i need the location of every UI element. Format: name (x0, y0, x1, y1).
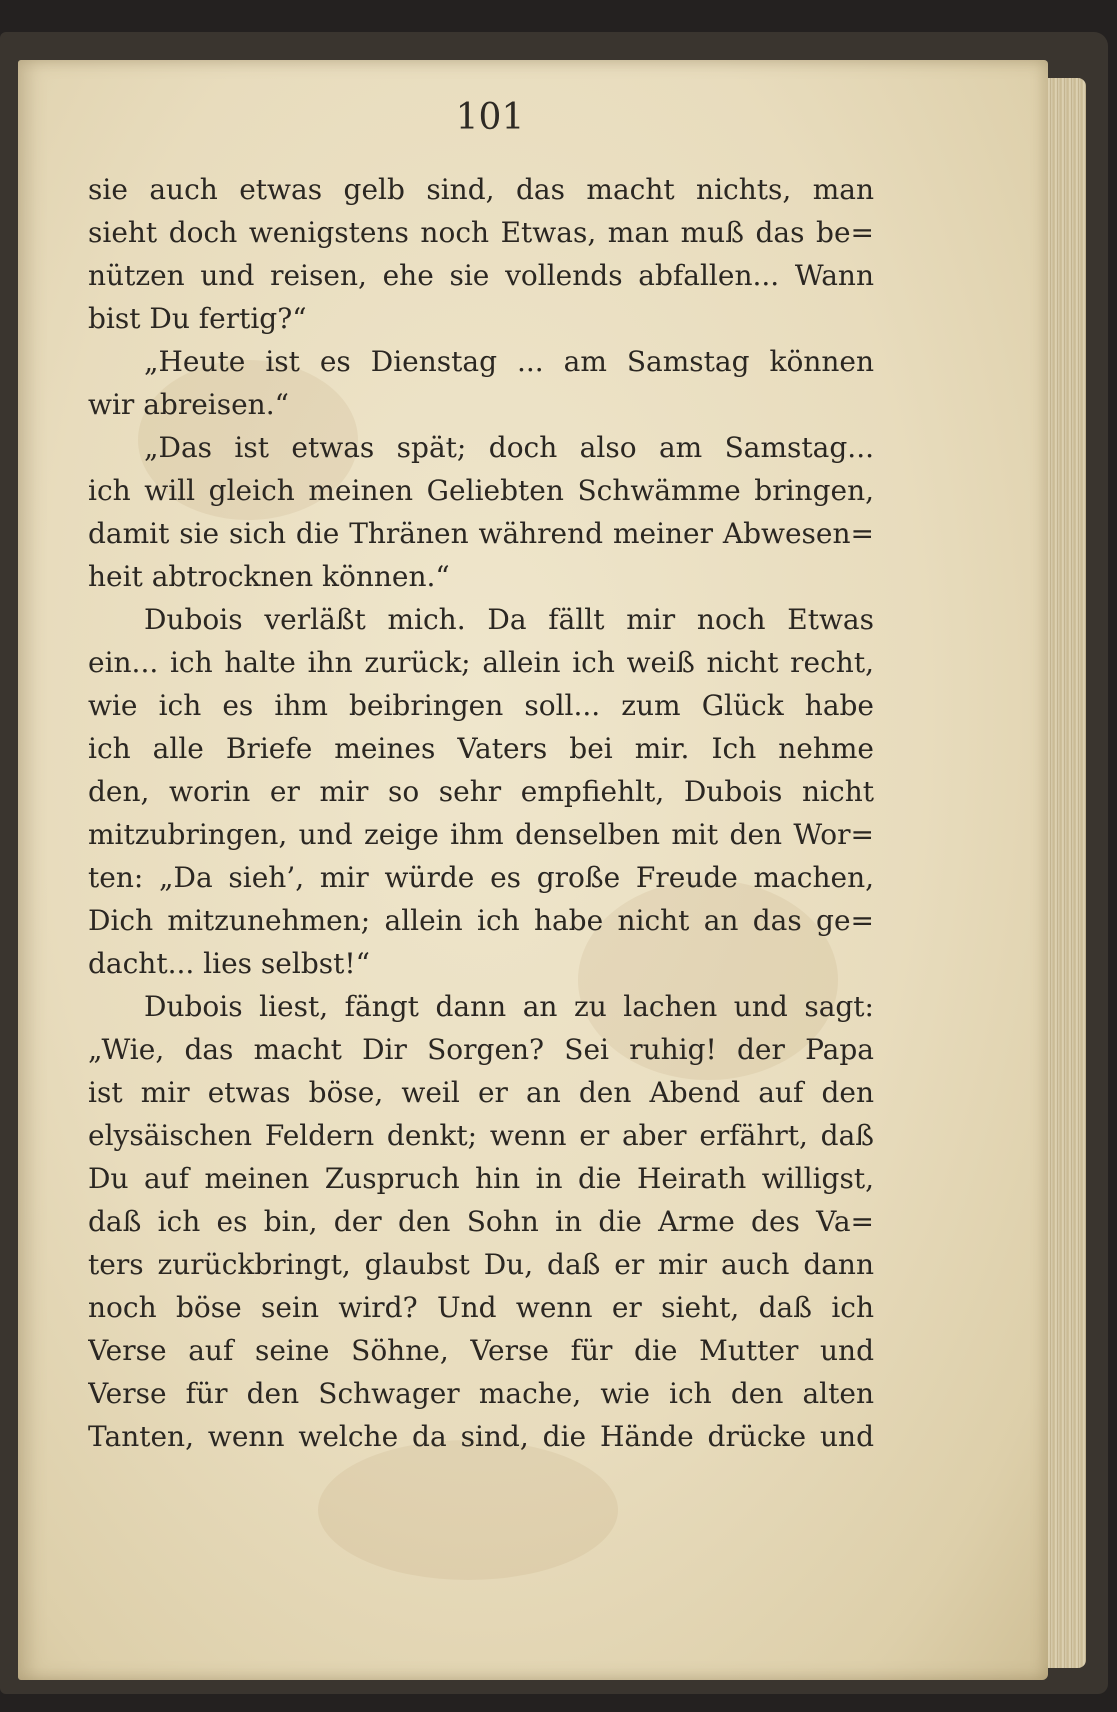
text-line: Dubois liest, fängt dann an zu lachen und sagt: (144, 990, 874, 1023)
text-line: elysäischen Feldern denkt; wenn er aber erfährt, daß (88, 1119, 874, 1152)
text-line: bist Du fertig?“ (88, 302, 307, 335)
text-line: damit sie sich die Thränen während meiner Abwesen= (88, 517, 874, 550)
page-number: 101 (455, 97, 525, 138)
text-line: Du auf meinen Zuspruch hin in die Heirath willigst, (88, 1162, 874, 1195)
text-line: „Wie, das macht Dir Sorgen? Sei ruhig! der Papa (88, 1033, 874, 1066)
text-line: dacht... lies selbst!“ (88, 947, 370, 980)
text-line: sieht doch wenigstens noch Etwas, man muß das be= (88, 216, 874, 249)
text-line: noch böse sein wird? Und wenn er sieht, daß ich (88, 1291, 874, 1324)
text-line: wie ich es ihm beibringen soll... zum Glück habe (88, 689, 874, 722)
text-line: ters zurückbringt, glaubst Du, daß er mir auch dann (88, 1248, 874, 1281)
text-line: „Heute ist es Dienstag ... am Samstag können (144, 345, 874, 378)
text-line: daß ich es bin, der den Sohn in die Arme des Va= (88, 1205, 874, 1238)
text-line: ich alle Briefe meines Vaters bei mir. Ich nehme (88, 732, 874, 765)
text-line: Dubois verläßt mich. Da fällt mir noch Etwas (144, 603, 874, 636)
text-line: ten: „Da sieh’, mir würde es große Freude machen, (88, 861, 874, 894)
text-line: sie auch etwas gelb sind, das macht nichts, man (88, 173, 874, 206)
paper-stain (318, 1440, 618, 1580)
text-line: Tanten, wenn welche da sind, die Hände drücke und (88, 1420, 874, 1453)
text-line: wir abreisen.“ (88, 388, 289, 421)
text-line: den, worin er mir so sehr empfiehlt, Dubois nicht (88, 775, 874, 808)
text-line: Verse auf seine Söhne, Verse für die Mutter und (88, 1334, 874, 1367)
text-line: Dich mitzunehmen; allein ich habe nicht an das ge= (88, 904, 874, 937)
text-line: heit abtrocknen können.“ (88, 560, 450, 593)
text-line: ich will gleich meinen Geliebten Schwämme bringen, (88, 474, 874, 507)
text-line: ein... ich halte ihn zurück; allein ich weiß nicht recht, (88, 646, 874, 679)
text-line: ist mir etwas böse, weil er an den Abend auf den (88, 1076, 874, 1109)
text-line: Verse für den Schwager mache, wie ich den alten (88, 1377, 874, 1410)
text-line: nützen und reisen, ehe sie vollends abfallen... Wann (88, 259, 874, 292)
text-line: mitzubringen, und zeige ihm denselben mit den Wor= (88, 818, 874, 851)
text-line: „Das ist etwas spät; doch also am Samstag... (144, 431, 874, 464)
